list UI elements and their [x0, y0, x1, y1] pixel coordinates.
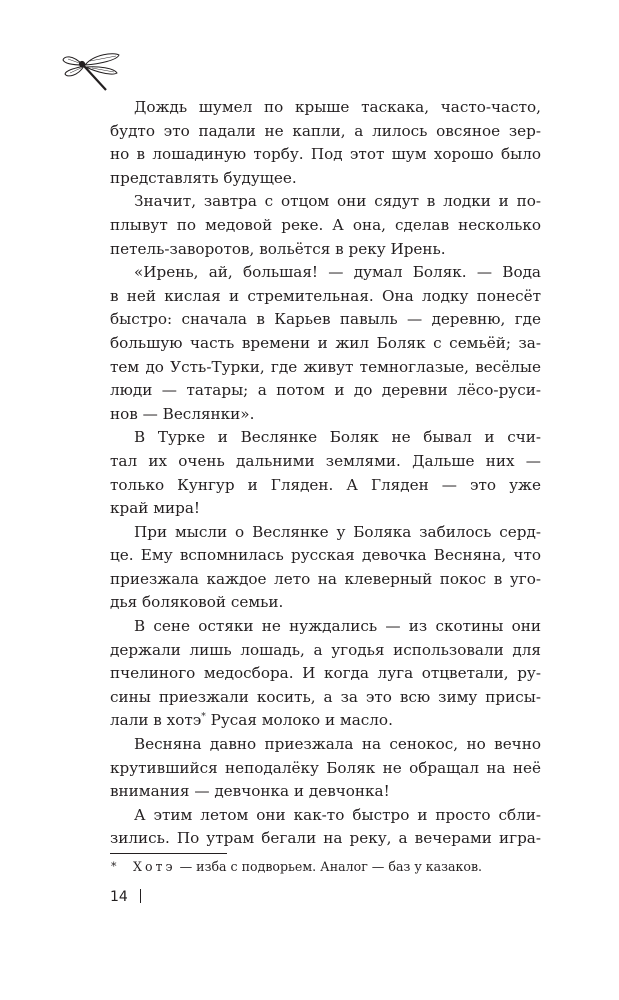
- text-line: [110, 261, 541, 285]
- footnote-rule: [110, 853, 227, 854]
- text-line-content: крутившийся неподалёку Боляк не обращал на неё: [110, 758, 541, 777]
- text-line-content: В Турке и Веслянке Боляк не бывал и счи-: [134, 428, 541, 447]
- text-line-content: дья боляковой семьи.: [110, 593, 284, 612]
- text-line-content: держали лишь лошадь, а угодья использовали для: [110, 640, 541, 659]
- text-line: [110, 190, 541, 214]
- text-line-content: сины приезжали косить, а за это всю зиму присы-: [110, 687, 541, 706]
- text-line-content: большую часть времени и жил Боляк с семьёй; за-: [110, 333, 541, 352]
- page-number: [110, 887, 141, 907]
- text-line-continuation: Русая молоко и масло.: [205, 711, 393, 730]
- text-line: [110, 497, 541, 521]
- text-line: [110, 615, 541, 639]
- text-line: [110, 167, 541, 191]
- text-line: [110, 521, 541, 545]
- text-line-content: представлять будущее.: [110, 168, 297, 187]
- text-line: [110, 238, 541, 262]
- text-line: [110, 474, 541, 498]
- footnote-text: — изба с подворьем. Аналог — баз у казаков.: [175, 859, 483, 874]
- text-line: [110, 120, 541, 144]
- text-line: [110, 662, 541, 686]
- text-line: [110, 591, 541, 615]
- text-line-content: будто это падали не капли, а лилось овсяное зер-: [110, 121, 541, 140]
- text-line-content: «Ирень, ай, большая! — думал Боляк. — Вода: [134, 263, 541, 282]
- text-line: [110, 143, 541, 167]
- folio-divider: [140, 889, 141, 903]
- text-line-content: люди — татары; а потом и до деревни лёсо-руси-: [110, 381, 541, 400]
- text-line-content: Значит, завтра с отцом они сядут в лодки и по-: [134, 192, 541, 211]
- text-line: [110, 804, 541, 828]
- text-line-content: При мысли о Веслянке у Боляка забилось серд-: [134, 522, 541, 541]
- body-text: [110, 96, 541, 851]
- text-line: [110, 403, 541, 427]
- text-line-content: В сене остяки не нуждались — из скотины они: [134, 617, 541, 636]
- text-line: [110, 709, 541, 733]
- text-line: [110, 332, 541, 356]
- text-line-content: плывут по медовой реке. А она, сделав несколько: [110, 215, 541, 234]
- text-line-content: но в лошадиную торбу. Под этот шум хорошо было: [110, 145, 541, 164]
- text-line-content: только Кунгур и Гляден. А Гляден — это уже: [110, 475, 541, 494]
- text-line-content: приезжала каждое лето на клеверный покос в уго-: [110, 569, 541, 588]
- text-line-content: в ней кислая и стремительная. Она лодку понесёт: [110, 286, 541, 305]
- text-line-content: А этим летом они как-то быстро и просто сбли-: [134, 805, 541, 824]
- text-line: [110, 308, 541, 332]
- footnote-mark: *: [111, 860, 117, 873]
- text-line: [110, 285, 541, 309]
- text-line-content: зились. По утрам бегали на реку, а вечерами игра-: [110, 829, 541, 848]
- text-line-content: пчелиного медосбора. И когда луга отцветали, ру-: [110, 664, 541, 683]
- text-line-content: быстро: сначала в Карьев павыль — деревню, где: [110, 310, 541, 329]
- text-line-content: край мира!: [110, 499, 201, 518]
- text-line: [110, 544, 541, 568]
- text-line-content: тал их очень дальними землями. Дальше них —: [110, 451, 541, 470]
- text-line: [110, 757, 541, 781]
- text-line-content: це. Ему вспомнилась русская девочка Весняна, что: [110, 546, 541, 565]
- text-line: [110, 639, 541, 663]
- text-line: [110, 827, 541, 851]
- dragonfly-icon: [62, 46, 122, 98]
- text-line-content: внимания — девчонка и девчонка!: [110, 782, 390, 801]
- text-line: [110, 733, 541, 757]
- text-line-content: Дождь шумел по крыше таскака, часто-часто,: [134, 98, 541, 116]
- text-line: [110, 379, 541, 403]
- text-line: [110, 214, 541, 238]
- text-line-content: петель-заворотов, вольётся в реку Ирень.: [110, 239, 446, 258]
- text-line: [110, 426, 541, 450]
- text-line-content: Весняна давно приезжала на сенокос, но вечно: [134, 735, 541, 754]
- text-line: [110, 686, 541, 710]
- text-line-content: тем до Усть-Турки, где живут темноглазые, весёлые: [110, 357, 541, 376]
- footnote-term: Хотэ: [133, 859, 176, 874]
- text-line: [110, 356, 541, 380]
- text-line-content: лали в хотэ: [110, 711, 202, 730]
- page-number-value: 14: [110, 889, 128, 905]
- text-line: [110, 96, 541, 120]
- footnote-ref: *: [201, 712, 206, 723]
- text-line: [110, 568, 541, 592]
- text-line: [110, 780, 541, 804]
- text-line: [110, 450, 541, 474]
- footnote: [111, 858, 482, 876]
- text-line-content: нов — Веслянки».: [110, 404, 255, 423]
